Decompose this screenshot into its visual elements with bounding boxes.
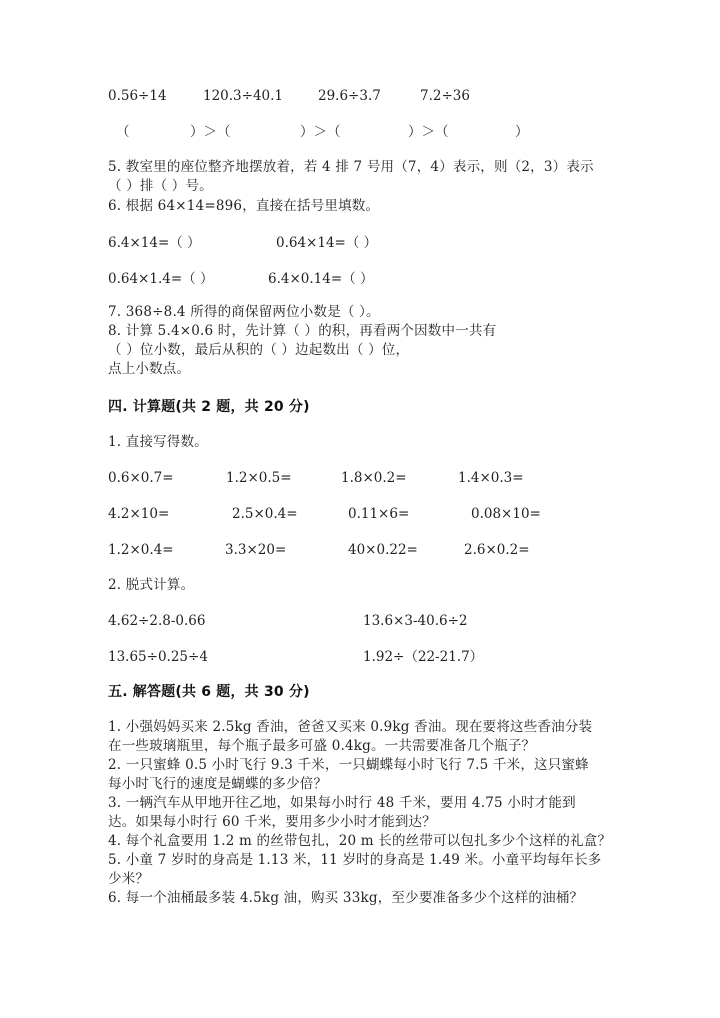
problem-line: 2. 一只蜜蜂 0.5 小时飞行 9.3 千米，一只蝴蝶每小时飞行 7.5 千米，这只蜜蜂 <box>108 757 589 773</box>
problem-line: 4. 每个礼盒要用 1.2 m 的丝带包扎，20 m 长的丝带可以包扎多少个这样的礼盒？ <box>108 833 612 849</box>
fill-item: 6.4×0.14=（ ） <box>268 271 374 287</box>
expression: 7.2÷36 <box>420 88 470 104</box>
problem-line: 6. 每一个油桶最多装 4.5kg 油，购买 33kg，至少要准备多少个这样的油桶？ <box>108 890 584 906</box>
oral-item: 1.2×0.5= <box>226 470 292 486</box>
expression: 0.56÷14 <box>108 88 167 104</box>
problem-line: 3. 一辆汽车从甲地开往乙地，如果每小时行 48 千米，要用 4.75 小时才能到 <box>108 795 576 811</box>
fill-item: 0.64×1.4=（ ） <box>108 271 214 287</box>
problem-line: 达。如果每小时行 60 千米，要用多少小时才能到达？ <box>108 814 436 830</box>
oral-item: 1.8×0.2= <box>341 470 407 486</box>
blank-compare: ）＞（ <box>300 124 341 140</box>
written-item: 13.6×3-40.6÷2 <box>363 613 468 629</box>
oral-item: 3.3×20= <box>225 542 287 558</box>
oral-item: 0.08×10= <box>471 506 541 522</box>
expression: 120.3÷40.1 <box>203 88 284 104</box>
blank-open: （ <box>116 124 130 140</box>
blank-close: ） <box>515 124 529 140</box>
oral-item: 1.4×0.3= <box>458 470 524 486</box>
question-5-line1: 5. 教室里的座位整齐地摆放着，若 4 排 7 号用（7，4）表示，则（2，3）表示 <box>108 159 594 175</box>
written-item: 1.92÷（22-21.7） <box>363 649 484 665</box>
written-item: 4.62÷2.8-0.66 <box>108 613 206 629</box>
problem-line: 5. 小童 7 岁时的身高是 1.13 米，11 岁时的身高是 1.49 米。小童平均每年长多 <box>108 852 602 868</box>
question-8-line1: 8. 计算 5.4×0.6 时，先计算（ ）的积，再看两个因数中一共有 <box>108 323 497 339</box>
fill-item: 6.4×14=（ ） <box>108 235 201 251</box>
section-4-title: 四. 计算题(共 2 题，共 20 分) <box>108 399 310 415</box>
question-8-line3: 点上小数点。 <box>108 361 191 377</box>
oral-item: 2.6×0.2= <box>464 542 530 558</box>
expression: 29.6÷3.7 <box>318 88 381 104</box>
problem-line: 每小时飞行的速度是蝴蝶的多少倍？ <box>108 776 328 792</box>
blank-compare: ）＞（ <box>190 124 231 140</box>
section-5-title: 五. 解答题(共 6 题，共 30 分) <box>108 684 310 700</box>
oral-item: 1.2×0.4= <box>108 542 174 558</box>
section-4-q2-prompt: 2. 脱式计算。 <box>108 577 195 593</box>
question-7: 7. 368÷8.4 所得的商保留两位小数是（ ）。 <box>108 304 380 320</box>
section-4-q1-prompt: 1. 直接写得数。 <box>108 434 208 450</box>
fill-item: 0.64×14=（ ） <box>276 235 378 251</box>
oral-item: 0.6×0.7= <box>108 470 174 486</box>
oral-item: 40×0.22= <box>348 542 418 558</box>
question-5-line2: （ ）排（ ）号。 <box>108 178 213 194</box>
oral-item: 2.5×0.4= <box>232 506 298 522</box>
question-8-line2: （ ）位小数，最后从积的（ ）边起数出（ ）位， <box>108 342 410 358</box>
blank-compare: ）＞（ <box>408 124 449 140</box>
problem-line: 在一些玻璃瓶里，每个瓶子最多可盛 0.4kg。一共需要准备几个瓶子？ <box>108 738 536 754</box>
written-item: 13.65÷0.25÷4 <box>108 649 208 665</box>
question-6-prompt: 6. 根据 64×14=896，直接在括号里填数。 <box>108 198 380 214</box>
oral-item: 4.2×10= <box>108 506 170 522</box>
problem-line: 少米？ <box>108 871 150 887</box>
oral-item: 0.11×6= <box>348 506 410 522</box>
problem-line: 1. 小强妈妈买来 2.5kg 香油，爸爸又买来 0.9kg 香油。现在要将这些香油分装 <box>108 719 593 735</box>
